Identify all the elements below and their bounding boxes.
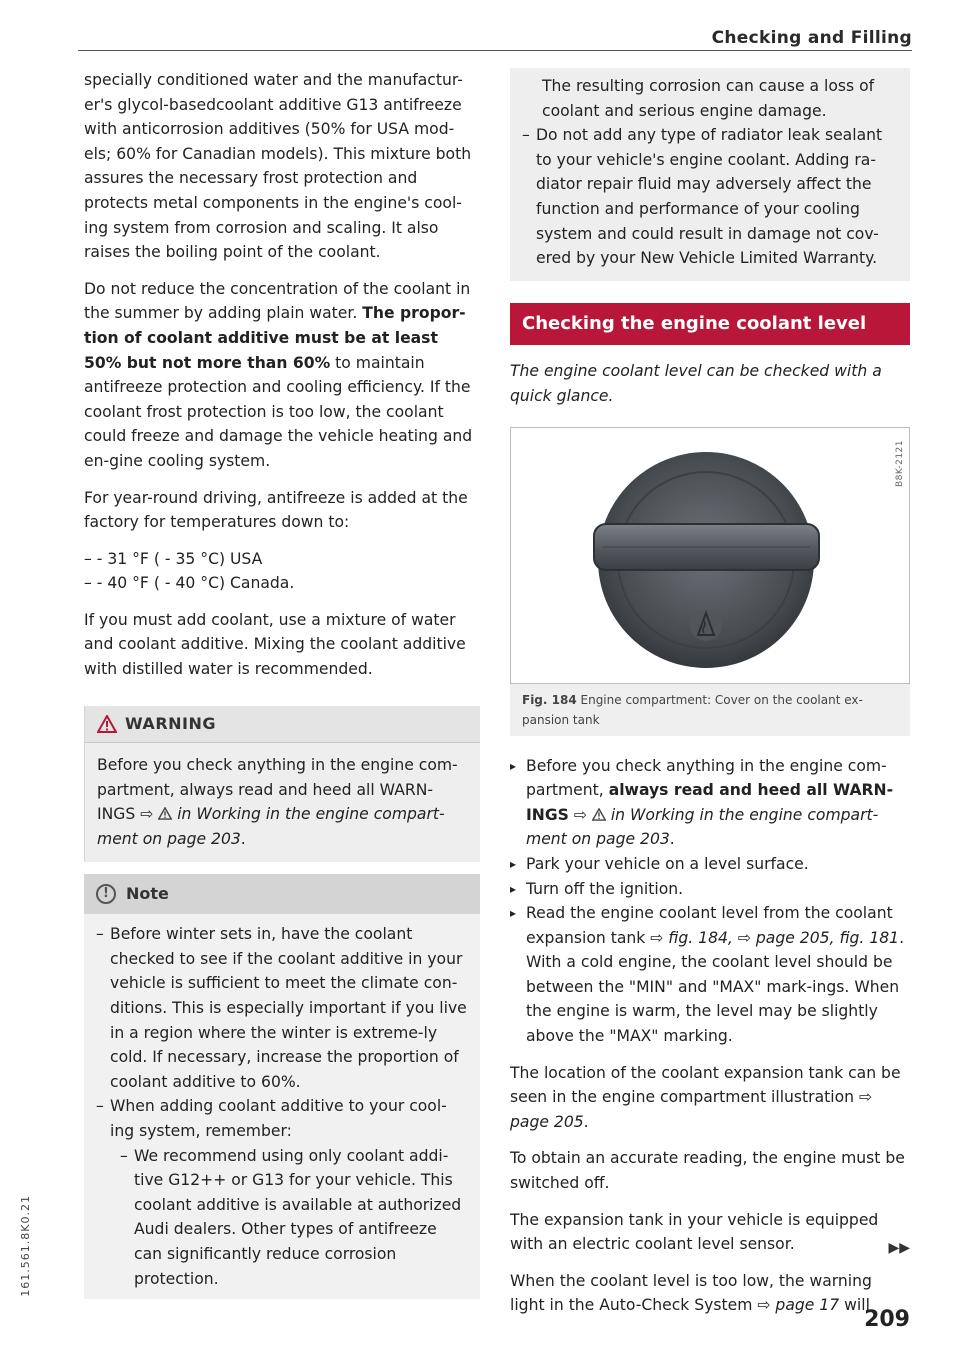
warning-triangle-icon [158,807,172,820]
location-paragraph: The location of the coolant expansion tank can be seen in the engine compartment illustration ⇨ page 205. [510,1063,901,1131]
step-item: ▸ Before you check anything in the engine com-partment, always read and heed all WARN-INGS ⇨ in Working in the engine compart-ment on page 203. [510,754,910,852]
page-number: 209 [864,1307,910,1332]
year-round-paragraph: For year-round driving, antifreeze is added at the factory for temperatures down to: [84,488,468,532]
note-header [84,874,480,915]
temp-canada: – - 40 °F ( - 40 °C) Canada. [84,574,295,593]
warning-body: Before you check anything in the engine com-partment, always read and heed all WARN-INGS ⇨ in Working in the engine compart-ment on page 203. [97,756,458,849]
sensor-paragraph: The expansion tank in your vehicle is equipped with an electric coolant level sensor. [510,1210,879,1254]
temp-usa: – - 31 °F ( - 35 °C) USA [84,549,263,568]
section-intro: The engine coolant level can be checked with a quick glance. [510,362,882,405]
steps-list [510,754,910,1049]
step-item: ▸ Read the engine coolant level from the coolant expansion tank ⇨ fig. 184, ⇨ page 205, fig. 181. With a cold engine, the coolant level should be between the "MIN" and "MAX" mark-ings. When the engine is warm, the level may be slightly above the "MAX" marking. [510,901,910,1049]
warning-triangle-icon [97,715,117,733]
figure-code: B8K-2121 [895,439,905,487]
add-coolant-paragraph: If you must add coolant, use a mixture of water and coolant additive. Mixing the coolant additive with distilled water is recommended. [84,610,466,679]
side-code: 161.561.8K0.21 [19,1195,32,1297]
warning-title: WARNING [125,713,216,733]
accurate-reading-paragraph: To obtain an accurate reading, the engine must be switched off. [510,1149,905,1193]
section-heading: Checking the engine coolant level [510,303,910,346]
concentration-paragraph: Do not reduce the concentration of the coolant in the summer by adding plain water. The propor-tion of coolant additive must be at least 50% but not more than 60% to maintain antifreeze protection and cooling efficiency. If the coolant frost protection is too low, the coolant could freeze and damage the vehicle heating and en-gine cooling system. [84,279,473,470]
left-column [84,68,480,1299]
note-item: – Do not add any type of radiator leak sealant to your vehicle's engine coolant. Adding ra-diator repair fluid may adversely affect the function and performance of your cooling system and could result in damage not cov-ered by your New Vehicle Limited Warranty. [522,123,898,271]
coolant-cap-illustration [511,428,909,683]
note-item: – When adding coolant additive to your cool-ing system, remember: [96,1094,468,1143]
right-column [510,68,910,1330]
top-rule [78,50,912,51]
note-continuation [510,68,910,281]
coolant-mixture-paragraph: specially conditioned water and the manufactur-er's glycol-basedcoolant additive G13 antifreeze with anticorrosion additives (50% for USA mod-els; 60% for Canadian models). This mixture both assures the necessary frost protection and protects metal components in the engine's cool-ing system from corrosion and scaling. It also raises the boiling point of the coolant. [84,71,472,262]
note-info-icon: ! [96,884,116,904]
warning-box [84,706,480,862]
note-subitem: – We recommend using only coolant addi-tive G12++ or G13 for your vehicle. This coolant additive is available at authorized Audi dealers. Other types of antifreeze can significantly reduce corrosion protection. [96,1144,468,1292]
figure-caption: Fig. 184 Engine compartment: Cover on the coolant ex-pansion tank [510,684,910,736]
warning-triangle-icon [592,808,606,821]
continue-arrow-icon: ▶▶ [888,1240,910,1256]
warning-header [85,706,480,744]
step-item: ▸ Turn off the ignition. [510,877,910,902]
note-item: – Before winter sets in, have the coolant checked to see if the coolant additive in your vehicle is sufficient to meet the climate con-ditions. This is especially important if you live in a region where the winter is extreme-ly cold. If necessary, increase the proportion of coolant additive to 60%. [96,922,468,1094]
note-body [84,914,480,1299]
step-item: ▸ Park your vehicle on a level surface. [510,852,910,877]
note-continuation-text: The resulting corrosion can cause a loss of coolant and serious engine damage. [542,77,875,120]
low-level-paragraph: When the coolant level is too low, the warning light in the Auto-Check System ⇨ page 17 will [510,1271,872,1315]
figure-coolant-cap [510,427,910,684]
note-box [84,874,480,1300]
note-title: Note [126,883,169,903]
section-title: Checking and Filling [711,28,912,48]
